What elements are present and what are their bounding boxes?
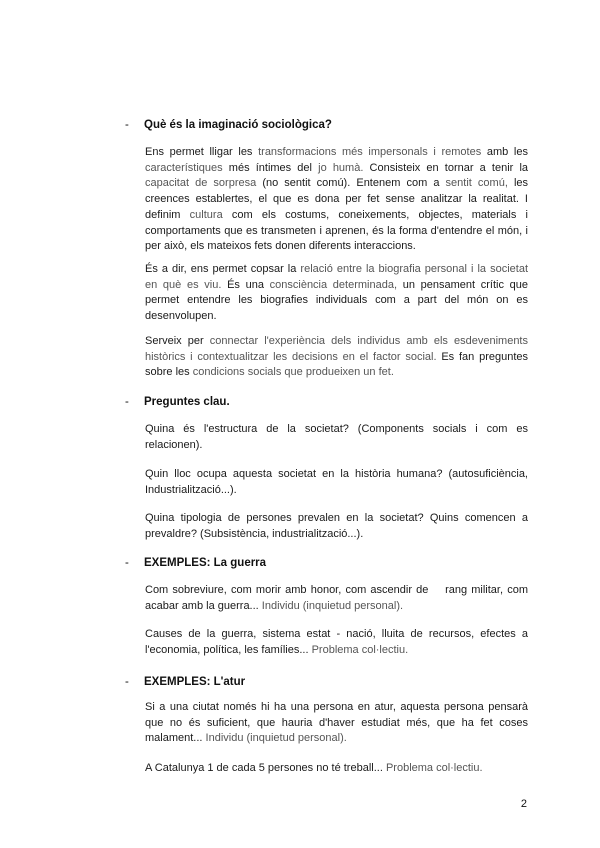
section-heading-preguntes: - Preguntes clau. (125, 396, 230, 408)
page-number: 2 (520, 798, 527, 810)
section-title: EXEMPLES: La guerra (144, 557, 267, 569)
section-title: Preguntes clau. (144, 396, 230, 408)
paragraph-atur-collectiu: A Catalunya 1 de cada 5 persones no té treball... Problema col·lectiu. (145, 762, 483, 774)
paragraph-pregunta-tipologia: Quina tipologia de persones prevalen en la societat? Quins comencen a prevaldre? (Subsistència, industrialització...). (145, 512, 528, 540)
section-title: EXEMPLES: L'atur (144, 676, 246, 688)
paragraph-guerra-individu: Com sobreviure, com morir amb honor, com ascendir de rang militar, com acabar amb la guerra... Individu (inquietud personal). (145, 584, 532, 612)
paragraph-imaginacio-relacio: És a dir, ens permet copsar la relació entre la biografia personal i la societat en què es viu. És una consciència determinada, un pensament crític que permet entendre les biografies individuals com a part del món on es desenvolupen. (145, 263, 528, 323)
section-title: Què és la imaginació sociològica? (144, 119, 332, 131)
paragraph-pregunta-lloc: Quin lloc ocupa aquesta societat en la història humana? (autosuficiència, Industrialització...). (145, 468, 528, 496)
section-heading-guerra: - EXEMPLES: La guerra (125, 557, 267, 569)
section-heading-imaginacio: - Què és la imaginació sociològica? (125, 119, 332, 131)
paragraph-atur-individu: Si a una ciutat només hi ha una persona en atur, aquesta persona pensarà que no és suficient, que hauria d'haver estudiat més, que ha fet coses malament... Individu (inquietud personal). (145, 701, 528, 745)
section-heading-atur: - EXEMPLES: L'atur (125, 676, 246, 688)
paragraph-pregunta-estructura: Quina és l'estructura de la societat? (Components socials i com es relacionen). (145, 423, 528, 451)
paragraph-guerra-collectiu: Causes de la guerra, sistema estat - nació, lluita de recursos, efectes a l'economia, política, les famílies... Problema col·lectiu. (145, 628, 528, 656)
paragraph-imaginacio-definition: Ens permet lligar les transformacions més impersonals i remotes amb les característiques més íntimes del jo humà. Consisteix en tornar a tenir la capacitat de sorpresa (no sentit comú). Entenem com a sentit comú, les creences establertes, el que es dona per fet sense analitzar la realitat. I definim cultura com els costums, coneixements, objectes, materials i comportaments que es transmeten i aprenen, és la forma d'entendre el món, i per això, els mateixos fets donen diferents interaccions. (145, 146, 529, 253)
paragraph-imaginacio-serveix: Serveix per connectar l'experiència dels individus amb els esdeveniments històrics i contextualitzar les decisions en el factor social. Es fan preguntes sobre les condicions socials que produeixen un fet. (145, 335, 528, 379)
